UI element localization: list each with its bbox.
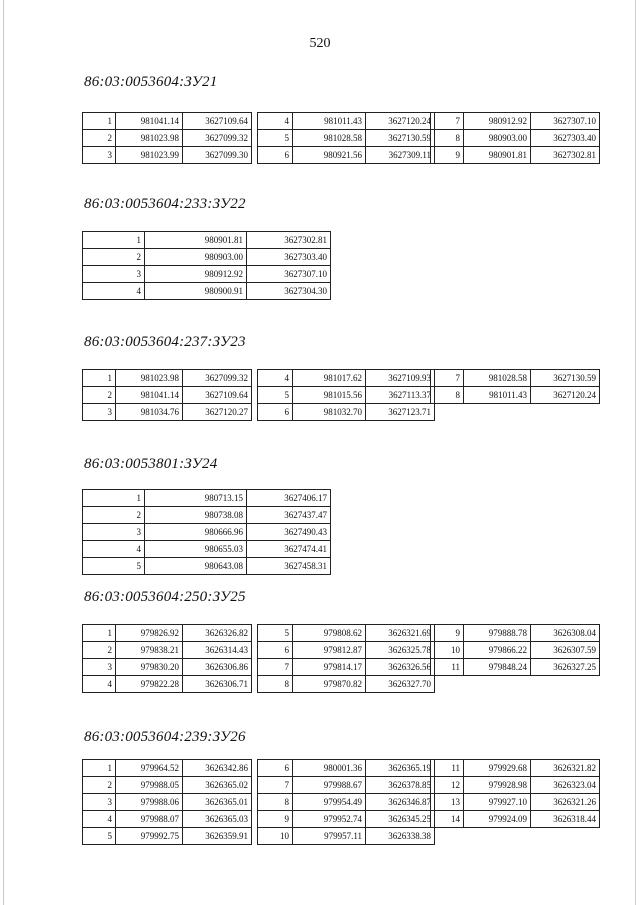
- coord-y-cell: 3626365.01: [183, 794, 252, 811]
- coord-x-cell: 980643.08: [145, 558, 247, 575]
- table-row: [83, 370, 252, 387]
- point-number-cell: 6: [258, 642, 293, 659]
- table-row: [83, 249, 331, 266]
- point-number-cell: 3: [83, 147, 116, 164]
- table-row: [431, 113, 600, 130]
- coord-y-cell: 3626318.44: [531, 811, 600, 828]
- coord-x-cell: 979830.20: [116, 659, 183, 676]
- coordinate-table: [430, 759, 600, 828]
- coord-y-cell: 3627406.17: [247, 490, 331, 507]
- point-number-cell: 6: [258, 147, 293, 164]
- coord-y-cell: 3627099.30: [183, 147, 252, 164]
- coord-x-cell: 979838.21: [116, 642, 183, 659]
- coord-x-cell: 979952.74: [293, 811, 366, 828]
- coord-y-cell: 3627303.40: [247, 249, 331, 266]
- coord-y-cell: 3626378.85: [366, 777, 435, 794]
- coord-x-cell: 979870.82: [293, 676, 366, 693]
- coordinate-table: [82, 231, 331, 300]
- coord-x-cell: 980903.00: [145, 249, 247, 266]
- table-row: [83, 524, 331, 541]
- table-row: [83, 266, 331, 283]
- point-number-cell: 7: [431, 370, 464, 387]
- table-row: [431, 147, 600, 164]
- point-number-cell: 11: [431, 760, 464, 777]
- coord-y-cell: 3626327.70: [366, 676, 435, 693]
- point-number-cell: 7: [258, 777, 293, 794]
- coord-y-cell: 3626307.59: [531, 642, 600, 659]
- point-number-cell: 5: [258, 387, 293, 404]
- coord-y-cell: 3627109.93: [366, 370, 435, 387]
- coordinate-table: [257, 369, 435, 421]
- table-row: [258, 676, 435, 693]
- point-number-cell: 9: [431, 147, 464, 164]
- coord-y-cell: 3627099.32: [183, 370, 252, 387]
- point-number-cell: 3: [83, 404, 116, 421]
- coord-y-cell: 3626359.91: [183, 828, 252, 845]
- coord-x-cell: 979928.98: [464, 777, 531, 794]
- coord-x-cell: 979988.07: [116, 811, 183, 828]
- point-number-cell: 2: [83, 387, 116, 404]
- table-row: [83, 811, 252, 828]
- coord-x-cell: 980738.08: [145, 507, 247, 524]
- table-row: [83, 113, 252, 130]
- point-number-cell: 3: [83, 524, 145, 541]
- point-number-cell: 5: [83, 558, 145, 575]
- coord-x-cell: 980900.91: [145, 283, 247, 300]
- point-number-cell: 14: [431, 811, 464, 828]
- point-number-cell: 7: [431, 113, 464, 130]
- section-title: 86:03:0053604:237:ЗУ23: [84, 334, 246, 350]
- table-row: [431, 370, 600, 387]
- point-number-cell: 3: [83, 659, 116, 676]
- coord-y-cell: 3626365.03: [183, 811, 252, 828]
- coord-y-cell: 3627120.27: [183, 404, 252, 421]
- coord-y-cell: 3626321.69: [366, 625, 435, 642]
- point-number-cell: 3: [83, 266, 145, 283]
- coord-y-cell: 3626342.86: [183, 760, 252, 777]
- coord-y-cell: 3626338.38: [366, 828, 435, 845]
- point-number-cell: 9: [258, 811, 293, 828]
- coord-y-cell: 3627302.81: [247, 232, 331, 249]
- point-number-cell: 10: [258, 828, 293, 845]
- coordinate-table: [430, 624, 600, 676]
- point-number-cell: 2: [83, 130, 116, 147]
- point-number-cell: 1: [83, 625, 116, 642]
- coordinate-table: [82, 624, 252, 693]
- coord-y-cell: 3627120.24: [366, 113, 435, 130]
- table-row: [431, 642, 600, 659]
- coord-x-cell: 979814.17: [293, 659, 366, 676]
- point-number-cell: 5: [83, 828, 116, 845]
- coordinate-table: [82, 369, 252, 421]
- coord-x-cell: 979848.24: [464, 659, 531, 676]
- coord-x-cell: 980655.03: [145, 541, 247, 558]
- section-title: 86:03:0053801:ЗУ24: [84, 456, 218, 472]
- table-row: [83, 130, 252, 147]
- coord-y-cell: 3627130.59: [366, 130, 435, 147]
- coord-y-cell: 3627309.11: [366, 147, 435, 164]
- point-number-cell: 1: [83, 370, 116, 387]
- point-number-cell: 4: [83, 283, 145, 300]
- point-number-cell: 8: [431, 387, 464, 404]
- coord-y-cell: 3627113.37: [366, 387, 435, 404]
- coord-x-cell: 979988.05: [116, 777, 183, 794]
- table-row: [258, 811, 435, 828]
- coord-y-cell: 3626345.25: [366, 811, 435, 828]
- point-number-cell: 8: [258, 794, 293, 811]
- table-row: [258, 642, 435, 659]
- table-row: [83, 387, 252, 404]
- table-row: [83, 404, 252, 421]
- coord-x-cell: 981017.62: [293, 370, 366, 387]
- coord-x-cell: 980901.81: [145, 232, 247, 249]
- page-edge-right: [635, 0, 636, 905]
- point-number-cell: 7: [258, 659, 293, 676]
- point-number-cell: 5: [258, 130, 293, 147]
- point-number-cell: 12: [431, 777, 464, 794]
- table-row: [431, 130, 600, 147]
- coord-y-cell: 3626326.82: [183, 625, 252, 642]
- point-number-cell: 2: [83, 507, 145, 524]
- coordinate-table: [82, 489, 331, 575]
- point-number-cell: 3: [83, 794, 116, 811]
- coordinate-table: [257, 624, 435, 693]
- coord-x-cell: 980001.36: [293, 760, 366, 777]
- coord-x-cell: 980912.92: [464, 113, 531, 130]
- coord-y-cell: 3627123.71: [366, 404, 435, 421]
- point-number-cell: 4: [258, 113, 293, 130]
- coord-y-cell: 3627302.81: [531, 147, 600, 164]
- coord-x-cell: 979954.49: [293, 794, 366, 811]
- table-row: [258, 625, 435, 642]
- table-row: [431, 760, 600, 777]
- coordinate-table: [430, 112, 600, 164]
- table-row: [431, 794, 600, 811]
- coord-y-cell: 3626365.02: [183, 777, 252, 794]
- coord-y-cell: 3626314.43: [183, 642, 252, 659]
- coord-x-cell: 981041.14: [116, 387, 183, 404]
- coord-x-cell: 980921.56: [293, 147, 366, 164]
- table-row: [83, 676, 252, 693]
- coord-y-cell: 3626308.04: [531, 625, 600, 642]
- coordinate-table: [82, 759, 252, 845]
- coord-y-cell: 3627120.24: [531, 387, 600, 404]
- coord-x-cell: 979929.68: [464, 760, 531, 777]
- coord-x-cell: 979964.52: [116, 760, 183, 777]
- table-row: [258, 777, 435, 794]
- point-number-cell: 6: [258, 760, 293, 777]
- coord-y-cell: 3627109.64: [183, 387, 252, 404]
- coord-x-cell: 981011.43: [293, 113, 366, 130]
- section-title: 86:03:0053604:ЗУ21: [84, 74, 218, 90]
- point-number-cell: 11: [431, 659, 464, 676]
- point-number-cell: 4: [258, 370, 293, 387]
- coord-y-cell: 3626346.87: [366, 794, 435, 811]
- coord-x-cell: 981023.99: [116, 147, 183, 164]
- table-row: [83, 558, 331, 575]
- coord-x-cell: 981015.56: [293, 387, 366, 404]
- table-row: [258, 113, 435, 130]
- table-row: [83, 642, 252, 659]
- page-number: 520: [309, 36, 331, 51]
- table-row: [258, 370, 435, 387]
- table-row: [431, 659, 600, 676]
- point-number-cell: 10: [431, 642, 464, 659]
- coord-y-cell: 3627490.43: [247, 524, 331, 541]
- coord-x-cell: 981023.98: [116, 130, 183, 147]
- point-number-cell: 1: [83, 490, 145, 507]
- table-row: [83, 490, 331, 507]
- coord-x-cell: 980903.00: [464, 130, 531, 147]
- table-row: [258, 760, 435, 777]
- coord-y-cell: 3627099.32: [183, 130, 252, 147]
- coord-x-cell: 980713.15: [145, 490, 247, 507]
- coord-y-cell: 3627458.31: [247, 558, 331, 575]
- coord-y-cell: 3627303.40: [531, 130, 600, 147]
- table-row: [431, 625, 600, 642]
- table-row: [258, 659, 435, 676]
- table-row: [83, 794, 252, 811]
- point-number-cell: 4: [83, 541, 145, 558]
- table-row: [431, 811, 600, 828]
- point-number-cell: 13: [431, 794, 464, 811]
- coord-x-cell: 979808.62: [293, 625, 366, 642]
- coord-x-cell: 979888.78: [464, 625, 531, 642]
- point-number-cell: 1: [83, 113, 116, 130]
- coord-x-cell: 981011.43: [464, 387, 531, 404]
- section-title: 86:03:0053604:250:ЗУ25: [84, 589, 246, 605]
- table-row: [83, 625, 252, 642]
- coord-x-cell: 979826.92: [116, 625, 183, 642]
- coord-x-cell: 979988.06: [116, 794, 183, 811]
- coord-x-cell: 980912.92: [145, 266, 247, 283]
- point-number-cell: 8: [431, 130, 464, 147]
- table-row: [83, 777, 252, 794]
- table-row: [83, 828, 252, 845]
- table-row: [83, 541, 331, 558]
- table-row: [258, 794, 435, 811]
- coord-x-cell: 980901.81: [464, 147, 531, 164]
- coord-x-cell: 979992.75: [116, 828, 183, 845]
- table-row: [83, 507, 331, 524]
- table-row: [258, 828, 435, 845]
- coord-y-cell: 3626327.25: [531, 659, 600, 676]
- coordinate-table: [82, 112, 252, 164]
- point-number-cell: 2: [83, 777, 116, 794]
- coord-x-cell: 981034.76: [116, 404, 183, 421]
- point-number-cell: 9: [431, 625, 464, 642]
- point-number-cell: 1: [83, 232, 145, 249]
- coord-x-cell: 979812.87: [293, 642, 366, 659]
- table-row: [258, 130, 435, 147]
- table-row: [258, 404, 435, 421]
- coord-x-cell: 981028.58: [293, 130, 366, 147]
- coord-y-cell: 3626365.19: [366, 760, 435, 777]
- point-number-cell: 5: [258, 625, 293, 642]
- table-row: [83, 283, 331, 300]
- coord-x-cell: 979822.28: [116, 676, 183, 693]
- coord-x-cell: 981028.58: [464, 370, 531, 387]
- coord-x-cell: 981032.70: [293, 404, 366, 421]
- coord-y-cell: 3627474.41: [247, 541, 331, 558]
- coord-x-cell: 979988.67: [293, 777, 366, 794]
- coord-y-cell: 3626325.78: [366, 642, 435, 659]
- coord-x-cell: 979924.09: [464, 811, 531, 828]
- coord-y-cell: 3627437.47: [247, 507, 331, 524]
- coord-x-cell: 979927.10: [464, 794, 531, 811]
- table-row: [83, 232, 331, 249]
- coord-y-cell: 3627307.10: [247, 266, 331, 283]
- coord-y-cell: 3627307.10: [531, 113, 600, 130]
- coordinate-table: [430, 369, 600, 404]
- point-number-cell: 2: [83, 249, 145, 266]
- section-title: 86:03:0053604:239:ЗУ26: [84, 729, 246, 745]
- table-row: [431, 387, 600, 404]
- coord-x-cell: 980666.96: [145, 524, 247, 541]
- point-number-cell: 2: [83, 642, 116, 659]
- table-row: [83, 659, 252, 676]
- coord-y-cell: 3626306.71: [183, 676, 252, 693]
- table-row: [431, 777, 600, 794]
- point-number-cell: 1: [83, 760, 116, 777]
- coordinate-table: [257, 759, 435, 845]
- coord-y-cell: 3626306.86: [183, 659, 252, 676]
- coord-y-cell: 3627304.30: [247, 283, 331, 300]
- coord-y-cell: 3626321.82: [531, 760, 600, 777]
- table-row: [258, 387, 435, 404]
- table-row: [258, 147, 435, 164]
- coord-y-cell: 3626326.56: [366, 659, 435, 676]
- table-row: [83, 147, 252, 164]
- coord-y-cell: 3626321.26: [531, 794, 600, 811]
- section-title: 86:03:0053604:233:ЗУ22: [84, 196, 246, 212]
- coord-x-cell: 981041.14: [116, 113, 183, 130]
- table-row: [83, 760, 252, 777]
- coord-y-cell: 3626323.04: [531, 777, 600, 794]
- coordinate-table: [257, 112, 435, 164]
- point-number-cell: 4: [83, 676, 116, 693]
- point-number-cell: 8: [258, 676, 293, 693]
- coord-x-cell: 979957.11: [293, 828, 366, 845]
- coord-x-cell: 981023.98: [116, 370, 183, 387]
- coord-y-cell: 3627130.59: [531, 370, 600, 387]
- point-number-cell: 4: [83, 811, 116, 828]
- coord-x-cell: 979866.22: [464, 642, 531, 659]
- page-edge-left: [3, 0, 4, 905]
- coord-y-cell: 3627109.64: [183, 113, 252, 130]
- point-number-cell: 6: [258, 404, 293, 421]
